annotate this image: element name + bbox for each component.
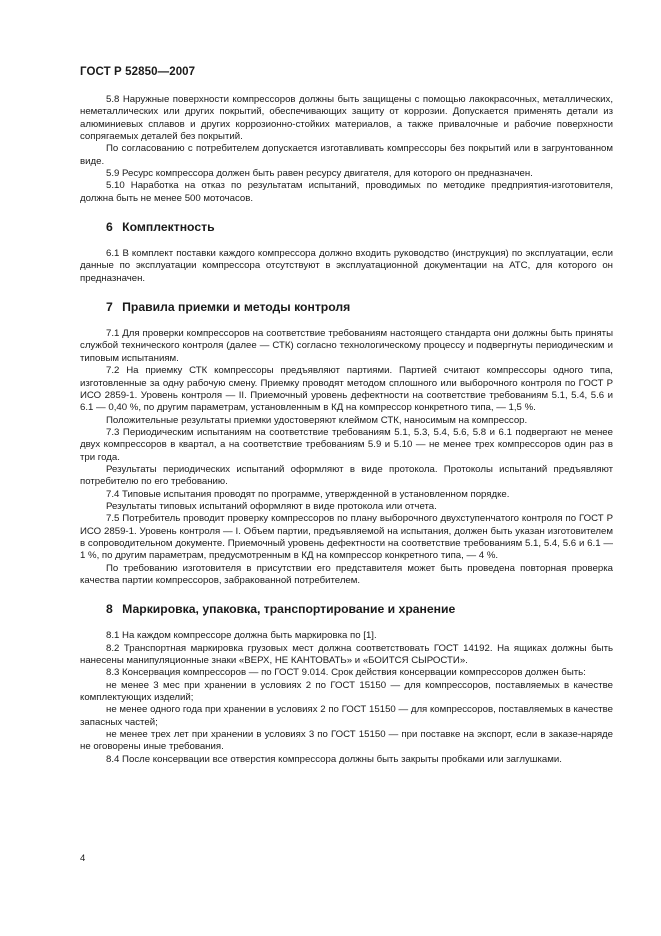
paragraph-7-5-note: По требованию изготовителя в присутствии его представителя может быть проведена повторная проверка качества партии компрессоров, забракованной потребителем.: [80, 562, 613, 586]
paragraph-7-4: 7.4 Типовые испытания проводят по программе, утвержденной в установленном порядке.: [106, 488, 510, 500]
section-8-number: 8: [106, 602, 113, 617]
section-7-number: 7: [106, 300, 113, 315]
section-6-title: Комплектность: [122, 220, 215, 235]
paragraph-8-4: 8.4 После консервации все отверстия компрессора должны быть закрыты пробками или заглушками.: [106, 753, 562, 765]
paragraph-7-3-note: Результаты периодических испытаний оформляют в виде протокола. Протоколы испытаний предъявляют потребителю по его требованию.: [80, 463, 613, 488]
paragraph-5-8: 5.8 Наружные поверхности компрессоров должны быть защищены с помощью лакокрасочных, металлических, неметаллических или других покрытий, обеспечивающих защиту от коррозии. Допускается применять детали из алюминиевых сплавов и других коррозионно-стойких материалов, а также привалочные и рабочие поверхности сопрягаемых деталей без покрытий.: [80, 94, 613, 143]
paragraph-8-3-item-1: не менее 3 мес при хранении в условиях 2 по ГОСТ 15150 — для компрессоров, поставляемых в качестве комплектующих изделий;: [80, 679, 613, 704]
paragraph-8-3-item-3: не менее трех лет при хранении в условиях 3 по ГОСТ 15150 — при поставке на экспорт, если в заказе-наряде не оговорены иные требования.: [80, 729, 613, 753]
paragraph-5-8-note: По согласованию с потребителем допускается изготавливать компрессоры без покрытий или в загрунтованном виде.: [80, 143, 613, 167]
document-header: ГОСТ Р 52850—2007: [80, 66, 196, 78]
section-6-heading: [106, 220, 613, 235]
section-7-heading: [106, 300, 613, 315]
paragraph-7-3: 7.3 Периодическим испытаниям на соответствие требованиям 5.1, 5.3, 5.4, 5.6, 5.8 и 6.1 подвергают не менее двух компрессоров в квартал, а на соответствие требованиям 5.9 и 5.10 — не менее трех компрессоров один раз в три года.: [80, 426, 613, 463]
section-8-title: Маркировка, упаковка, транспортирование и хранение: [122, 602, 456, 617]
paragraph-8-3: 8.3 Консервация компрессоров — по ГОСТ 9.014. Срок действия консервации компрессоров должен быть:: [106, 667, 586, 679]
paragraph-8-3-item-2: не менее одного года при хранении в условиях 2 по ГОСТ 15150 — для компрессоров, поставляемых в качестве запасных частей;: [80, 704, 613, 728]
paragraph-5-9: 5.9 Ресурс компрессора должен быть равен ресурсу двигателя, для которого он предназначен.: [106, 168, 533, 180]
section-6-number: 6: [106, 220, 113, 235]
paragraph-7-2: 7.2 На приемку СТК компрессоры предъявляют партиями. Партией считают компрессоры одного типа, изготовленные за одну рабочую смену. Приемку проводят методом сплошного или выборочного контроля по ГОСТ Р ИСО 2859-1. Уровень контроля — II. Приемочный уровень дефектности на соответствие требованиям 5.1, 5.4, 5.6 и 6.1 — 0,40 %, по другим параметрам, установленным в КД на компрессор конкретного типа, — 1,5 %.: [80, 365, 613, 414]
section-7-title: Правила приемки и методы контроля: [122, 300, 351, 315]
paragraph-7-1: 7.1 Для проверки компрессоров на соответствие требованиям настоящего стандарта они должны быть приняты службой технического контроля (далее — СТК) согласно технологическому процессу и подвергнуты периодическим и типовым испытаниям.: [80, 328, 613, 364]
paragraph-7-2-note: Положительные результаты приемки удостоверяют клеймом СТК, наносимым на компрессор.: [106, 414, 528, 426]
paragraph-6-1: 6.1 В комплект поставки каждого компрессора должно входить руководство (инструкция) по эксплуатации, если данные по эксплуатации компрессора отсутствуют в эксплуатационной документации на АТС, для которого он предназначен.: [80, 248, 613, 284]
section-8-heading: [106, 602, 613, 617]
paragraph-8-1: 8.1 На каждом компрессоре должна быть маркировка по [1].: [106, 630, 377, 642]
page-number: 4: [80, 853, 86, 864]
paragraph-7-4-note: Результаты типовых испытаний оформляют в виде протокола или отчета.: [106, 500, 437, 512]
paragraph-5-10: 5.10 Наработка на отказ по результатам испытаний, проводимых по методике предприятия-изготовителя, должна быть не менее 500 моточасов.: [80, 180, 613, 204]
paragraph-7-5: 7.5 Потребитель проводит проверку компрессоров по плану выборочного двухступенчатого контроля по ГОСТ Р ИСО 2859-1. Уровень контроля — I. Объем партии, предъявляемой на испытания, должен быть указан изготовителем в сопроводительном документе. Приемочный уровень дефектности на соответствие требованиям 5.1, 5.4, 5.6 и 6.1 — 1 %, по другим параметрам, предусмотренным в КД на компрессор конкретного типа, — 4 %.: [80, 513, 613, 562]
document-body: [80, 94, 613, 766]
paragraph-8-2: 8.2 Транспортная маркировка грузовых мест должна соответствовать ГОСТ 14192. На ящиках должны быть нанесены манипуляционные знаки «ВЕРХ, НЕ КАНТОВАТЬ» и «БОИТСЯ СЫРОСТИ».: [80, 642, 613, 667]
